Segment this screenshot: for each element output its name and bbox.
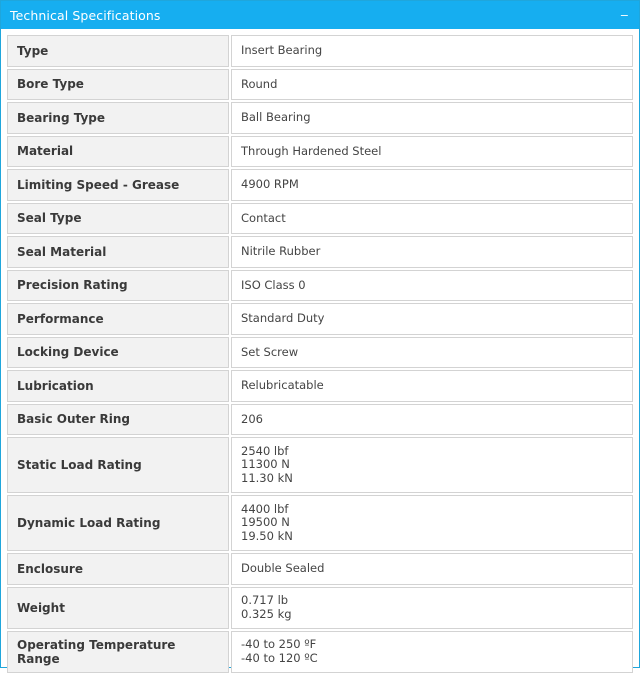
spec-row: [7, 69, 633, 101]
spec-row: [7, 236, 633, 268]
spec-table: [5, 33, 635, 675]
spec-row: [7, 495, 633, 551]
spec-value: [231, 437, 633, 493]
spec-value-line: 2540 lbf: [241, 443, 289, 458]
spec-value-line: Set Screw: [241, 344, 299, 359]
spec-value: [231, 203, 633, 235]
spec-value-line: 4400 lbf: [241, 501, 289, 516]
spec-value: [231, 270, 633, 302]
spec-row: [7, 370, 633, 402]
spec-label: Material: [7, 136, 229, 168]
spec-label: Static Load Rating: [7, 437, 229, 493]
spec-row: [7, 587, 633, 629]
spec-value-line: -40 to 120 ºC: [241, 650, 318, 665]
spec-row: [7, 631, 633, 673]
collapse-icon[interactable]: −: [619, 8, 629, 22]
panel-header[interactable]: [1, 1, 639, 29]
spec-label: Lubrication: [7, 370, 229, 402]
spec-label: Dynamic Load Rating: [7, 495, 229, 551]
spec-value: [231, 495, 633, 551]
spec-row: [7, 270, 633, 302]
spec-value-line: 206: [241, 411, 263, 426]
spec-value: [231, 35, 633, 67]
spec-value: [231, 631, 633, 673]
spec-value-line: Insert Bearing: [241, 43, 323, 57]
spec-value-line: Double Sealed: [241, 561, 325, 575]
spec-label: Seal Type: [7, 203, 229, 235]
spec-value: [231, 587, 633, 629]
spec-label: Operating Temperature Range: [7, 631, 229, 673]
spec-value-line: 19.50 kN: [241, 528, 293, 543]
spec-label: Weight: [7, 587, 229, 629]
spec-label: Locking Device: [7, 337, 229, 369]
spec-row: [7, 203, 633, 235]
spec-value: [231, 169, 633, 201]
spec-value-line: 11.30 kN: [241, 470, 293, 485]
spec-value: [231, 370, 633, 402]
spec-value: [231, 404, 633, 436]
spec-value-line: 11300 N: [241, 457, 290, 472]
spec-value-line: 0.325 kg: [241, 606, 292, 621]
spec-label: Enclosure: [7, 553, 229, 585]
spec-row: [7, 136, 633, 168]
spec-row: [7, 553, 633, 585]
spec-table-body: [7, 35, 633, 673]
spec-label: Precision Rating: [7, 270, 229, 302]
spec-value: [231, 337, 633, 369]
spec-label: Seal Material: [7, 236, 229, 268]
spec-row: [7, 337, 633, 369]
spec-value-line: Relubricatable: [241, 378, 324, 392]
spec-value-line: 19500 N: [241, 515, 290, 530]
spec-row: [7, 437, 633, 493]
spec-label: Bore Type: [7, 69, 229, 101]
spec-label: Limiting Speed - Grease: [7, 169, 229, 201]
spec-row: [7, 102, 633, 134]
spec-value-line: 4900 RPM: [241, 177, 299, 191]
spec-row: [7, 35, 633, 67]
spec-value-line: Ball Bearing: [241, 110, 311, 124]
spec-label: Type: [7, 35, 229, 67]
spec-value: [231, 102, 633, 134]
spec-row: [7, 169, 633, 201]
spec-value-line: Contact: [241, 210, 286, 225]
spec-value: [231, 553, 633, 585]
spec-label: Bearing Type: [7, 102, 229, 134]
spec-value: [231, 303, 633, 335]
spec-row: [7, 303, 633, 335]
spec-label: Basic Outer Ring: [7, 404, 229, 436]
spec-value: [231, 236, 633, 268]
spec-value-line: Through Hardened Steel: [241, 143, 382, 158]
spec-value-line: 0.717 lb: [241, 593, 289, 607]
panel-title: Technical Specifications: [10, 7, 161, 23]
spec-value-line: ISO Class 0: [241, 277, 306, 292]
spec-row: [7, 404, 633, 436]
spec-label: Performance: [7, 303, 229, 335]
spec-value-line: Nitrile Rubber: [241, 244, 321, 258]
spec-value: [231, 69, 633, 101]
spec-value-line: Standard Duty: [241, 311, 325, 325]
spec-value: [231, 136, 633, 168]
spec-value-line: Round: [241, 76, 278, 91]
spec-value-line: -40 to 250 ºF: [241, 637, 317, 651]
